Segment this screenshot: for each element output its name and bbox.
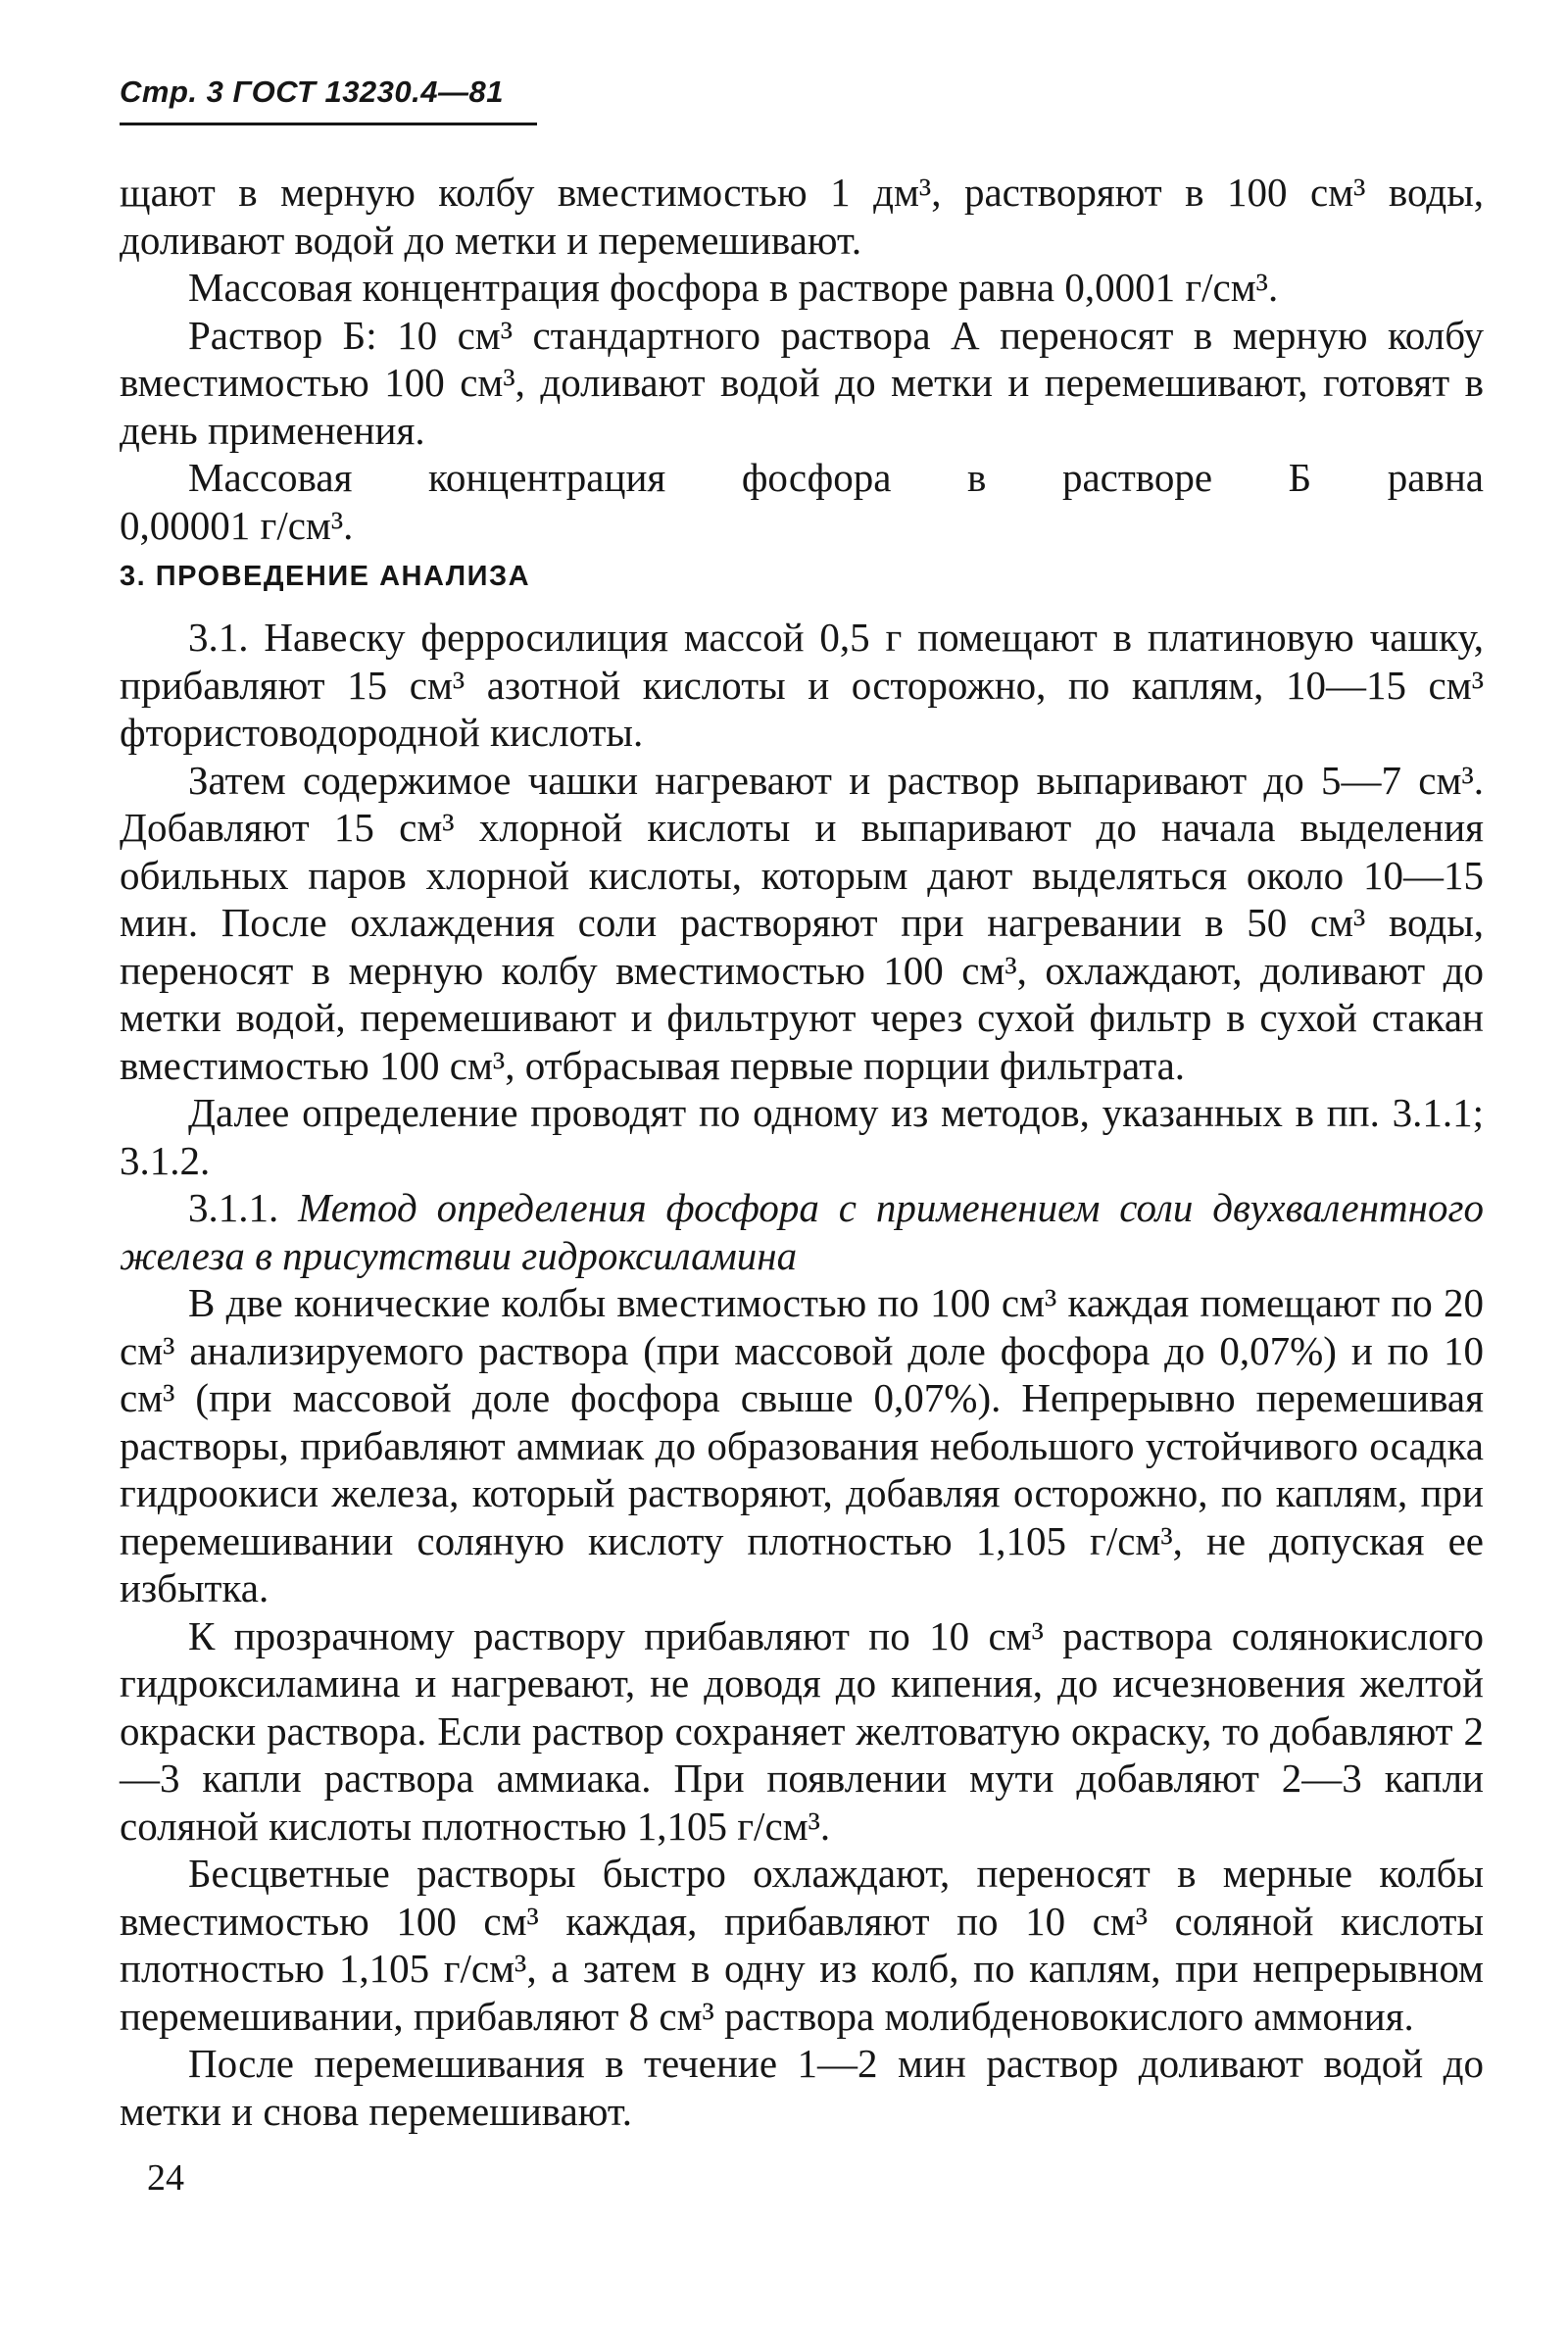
paragraph-concentration-b-value: 0,00001 г/см³.	[120, 502, 354, 548]
clause-number: 3.1.1.	[188, 1185, 279, 1230]
section-heading: 3. ПРОВЕДЕНИЕ АНАЛИЗА	[120, 561, 531, 592]
page-number: 24	[147, 2157, 184, 2199]
header-rule	[120, 123, 537, 125]
paragraph-after-mixing: После перемешивания в течение 1—2 мин раствор доливают водой до метки и снова перемешивают.	[120, 2041, 1484, 2134]
paragraph-further: Далее определение проводят по одному из методов, указанных в пп. 3.1.1; 3.1.2.	[120, 1090, 1484, 1183]
paragraph-3-1-1	[120, 1184, 1484, 1279]
paragraph-continuation: щают в мерную колбу вместимостью 1 дм³, растворяют в 100 см³ воды, доливают водой до метки и перемешивают.	[120, 170, 1484, 263]
running-header: Стр. 3 ГОСТ 13230.4—81	[120, 74, 504, 109]
paragraph-concentration-b: Массовая концентрация фосфора в растворе Б равна	[188, 455, 1484, 500]
paragraph-solution-b: Раствор Б: 10 см³ стандартного раствора А переносят в мерную колбу вместимостью 100 см³, доливают водой до метки и перемешивают, готовят в день применения.	[120, 312, 1484, 453]
paragraph-3-1: 3.1. Навеску ферросилиция массой 0,5 г помещают в платиновую чашку, прибавляют 15 см³ азотной кислоты и осторожно, по каплям, 10—15 см³ фтористоводородной кислоты.	[120, 615, 1484, 755]
clause-title: Метод определения фосфора с применением соли двухвалентного железа в присутствии гидроксиламина	[120, 1185, 1485, 1278]
paragraph-heating: Затем содержимое чашки нагревают и раствор выпаривают до 5—7 см³. Добавляют 15 см³ хлорной кислоты и выпаривают до начала выделения обильных паров хлорной кислоты, которым дают выделяться около 10—15 мин. После охлаждения соли растворяют при нагревании в 50 см³ воды, переносят в мерную колбу вместимостью 100 см³, охлаждают, доливают до метки водой, перемешивают и фильтруют через сухой фильтр в сухой стакан вместимостью 100 см³, отбрасывая первые порции фильтрата.	[120, 757, 1484, 1088]
paragraph-clear-solution: К прозрачному раствору прибавляют по 10 см³ раствора солянокислого гидроксиламина и нагревают, не доводя до кипения, до исчезновения желтой окраски раствора. Если раствор сохраняет желтоватую окраску, то добавляют 2—3 капли раствора аммиака. При появлении мути добавляют 2—3 капли соляной кислоты плотностью 1,105 г/см³.	[120, 1612, 1484, 1849]
paragraph-two-flasks: В две конические колбы вместимостью по 100 см³ каждая помещают по 20 см³ анализируемого раствора (при массовой доле фосфора до 0,07%) и по 10 см³ (при массовой доле фосфора свыше 0,07%). Непрерывно перемешивая растворы, прибавляют аммиак до образования небольшого устойчивого осадка гидроокиси железа, который растворяют, добавляя осторожно, по каплям, при перемешивании соляную кислоту плотностью 1,105 г/см³, не допуская ее избытка.	[120, 1280, 1484, 1610]
paragraph-colorless: Бесцветные растворы быстро охлаждают, переносят в мерные колбы вместимостью 100 см³ каждая, прибавляют по 10 см³ соляной кислоты плотностью 1,105 г/см³, а затем в одну из колб, по каплям, при непрерывном перемешивании, прибавляют 8 см³ раствора молибденовокислого аммония.	[120, 1851, 1484, 2039]
body-text	[120, 169, 1484, 2135]
paragraph-concentration-a: Массовая концентрация фосфора в растворе равна 0,0001 г/см³.	[188, 265, 1279, 310]
